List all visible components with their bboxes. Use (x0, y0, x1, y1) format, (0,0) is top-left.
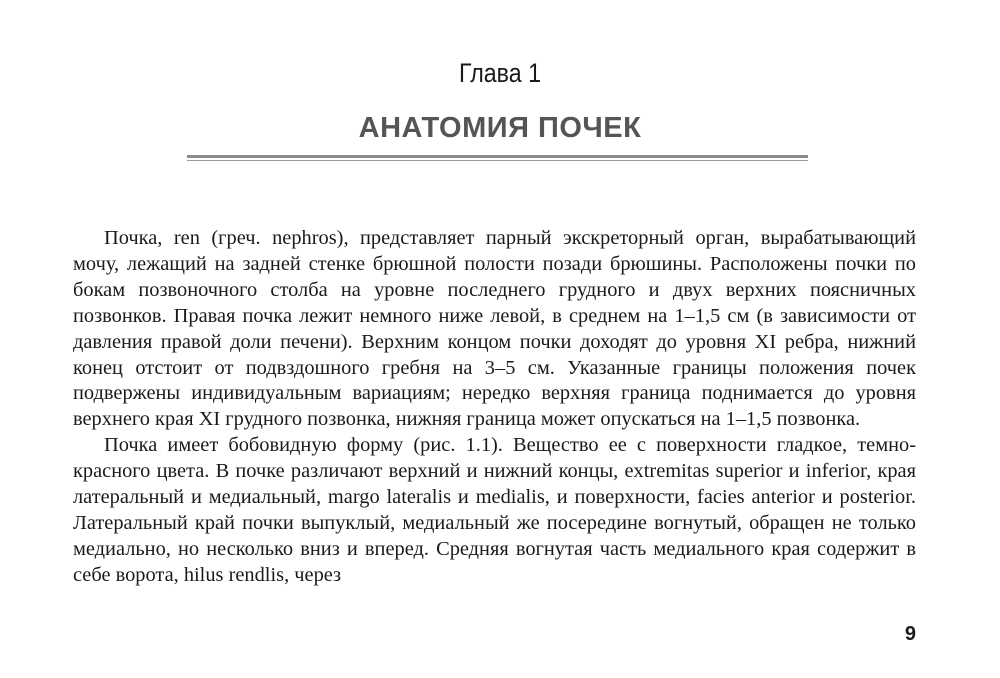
body-text (73, 226, 916, 589)
title-underline-thin (187, 160, 808, 161)
chapter-label: Глава 1 (458, 58, 542, 88)
paragraph: Почка, ren (греч. nephros), представляет парный экскреторный орган, вырабатывающий мочу, лежащий на задней стенке брюшной полости позади брюшины. Расположены почки по бокам позвоночного столба на уровне последнего грудного и двух верхних поясничных позвонков. Правая почка лежит немного ниже левой, в среднем на 1–1,5 см (в зависимости от давления правой доли печени). Верхним концом почки доходят до уровня XI ребра, нижний конец отстоит от подвздошного гребня на 3–5 см. Указанные границы положения почек подвержены индивидуальным вариациям; нередко верхняя граница поднимается до уровня верхнего края XI грудного позвонка, нижняя граница может опускаться на 1–1,5 позвонка. (73, 227, 916, 431)
page-number: 9 (904, 623, 916, 645)
chapter-title: АНАТОМИЯ ПОЧЕК (358, 112, 642, 144)
paragraph: Почка имеет бобовидную форму (рис. 1.1). Вещество ее с поверхности гладкое, темно-красного цвета. В почке различают верхний и нижний концы, extremitas superior и inferior, края латеральный и медиальный, margo lateralis и medialis, и поверхности, facies anterior и posterior. Латеральный край почки выпуклый, медиальный же посередине вогнутый, обращен не только медиально, но несколько вниз и вперед. Средняя вогнутая часть медиального края содержит в себе ворота, hilus rendlis, через (73, 434, 916, 586)
title-underline-thick (187, 155, 808, 158)
